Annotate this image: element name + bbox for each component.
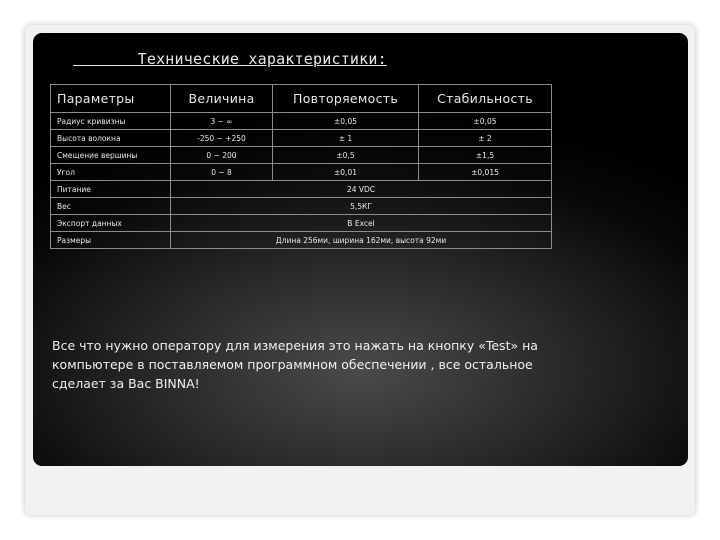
header-stability: Стабильность xyxy=(419,85,552,113)
stability-cell: ± 2 xyxy=(419,130,552,147)
repeatability-cell: ±0,5 xyxy=(273,147,419,164)
table-header-row xyxy=(51,85,552,113)
description-paragraph: Все что нужно оператору для измерения это нажать на кнопку «Test» на компьютере в поставляемом программном обеспечении , все остальное сделает за Вас BINNA! xyxy=(52,338,538,391)
param-cell: Смещение вершины xyxy=(51,147,171,164)
stability-cell: ±0,05 xyxy=(419,113,552,130)
merged-value-cell: 5,5КГ xyxy=(171,198,552,215)
table-row xyxy=(51,147,552,164)
param-cell: Высота волокна xyxy=(51,130,171,147)
param-cell: Вес xyxy=(51,198,171,215)
value-cell: 0 ~ 200 xyxy=(171,147,273,164)
param-cell: Размеры xyxy=(51,232,171,249)
slide-title: Технические характеристики: xyxy=(73,50,387,68)
table-row xyxy=(51,164,552,181)
table-row xyxy=(51,198,552,215)
merged-value-cell: Длина 256ми, ширина 162ми, высота 92ми xyxy=(171,232,552,249)
header-parameters: Параметры xyxy=(51,85,171,113)
value-cell: -250 ~ +250 xyxy=(171,130,273,147)
param-cell: Угол xyxy=(51,164,171,181)
table-row xyxy=(51,113,552,130)
header-repeatability: Повторяемость xyxy=(273,85,419,113)
repeatability-cell: ± 1 xyxy=(273,130,419,147)
stability-cell: ±0,015 xyxy=(419,164,552,181)
value-cell: 3 ~ ∞ xyxy=(171,113,273,130)
table-row xyxy=(51,181,552,198)
table-row xyxy=(51,130,552,147)
spec-table xyxy=(50,84,552,249)
table-row xyxy=(51,232,552,249)
table-row xyxy=(51,215,552,232)
header-value: Величина xyxy=(171,85,273,113)
param-cell: Питание xyxy=(51,181,171,198)
repeatability-cell: ±0,01 xyxy=(273,164,419,181)
value-cell: 0 ~ 8 xyxy=(171,164,273,181)
param-cell: Экспорт данных xyxy=(51,215,171,232)
repeatability-cell: ±0,05 xyxy=(273,113,419,130)
param-cell: Радиус кривизны xyxy=(51,113,171,130)
merged-value-cell: 24 VDC xyxy=(171,181,552,198)
merged-value-cell: В Excel xyxy=(171,215,552,232)
stability-cell: ±1,5 xyxy=(419,147,552,164)
